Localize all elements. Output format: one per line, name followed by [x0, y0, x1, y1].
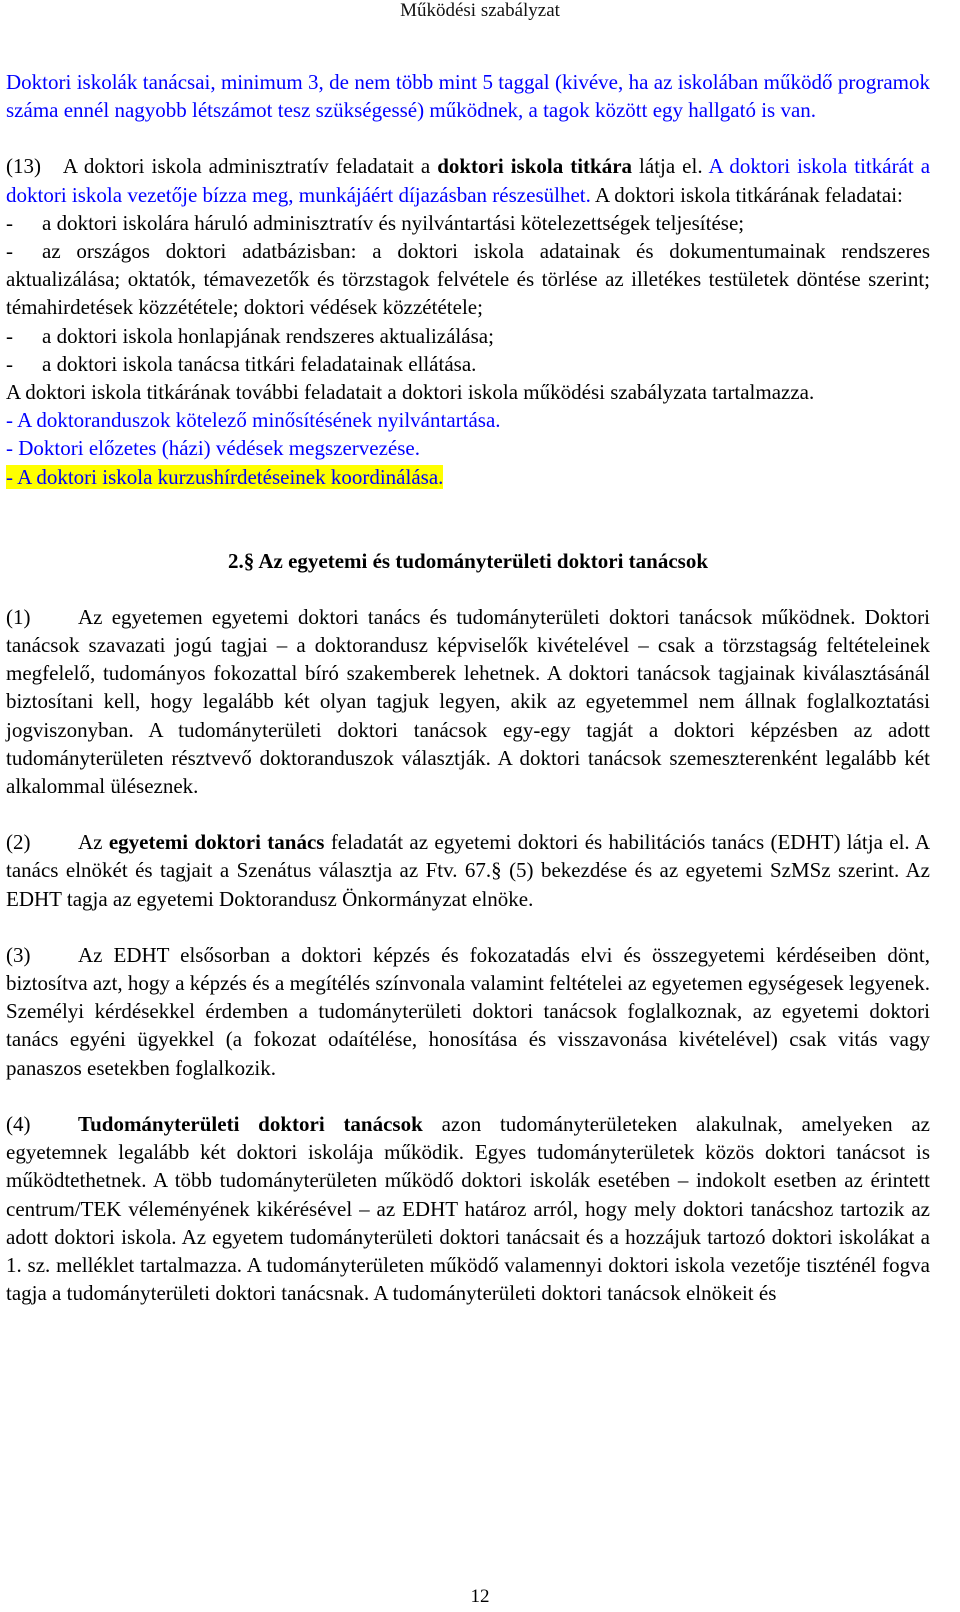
text: feladatát az egyetemi doktori és habilitációs tanács (EDHT) látja el. A tanács elnökét és tagjait a Szenátus választja az Ftv. 67. [6, 830, 930, 883]
list-dash: - [6, 351, 13, 376]
text: látja el. [639, 154, 703, 179]
highlighted-item [6, 463, 930, 491]
list-item-text: az országos doktori adatbázisban: a doktori iskola adatainak és dokumentumainak rendszeres aktualizálása; oktatók, témavezetők és törzstagok felvétele és törlése az illetékes testületek döntése szerint; témahirdetések közzététele; doktori védések közzététele; [6, 239, 930, 320]
bold-term: egyetemi doktori tanács [108, 830, 325, 855]
paragraph-number: (1) [6, 604, 31, 629]
paragraph-2 [6, 828, 930, 913]
text: (5) bekezdése és az egyetemi SzMSz szerint. Az EDHT tagja az egyetemi Doktorandusz Önkormányzat elnöke. [6, 858, 931, 911]
section-symbol: § [491, 858, 502, 883]
list-item-text: a doktori iskola honlapjának rendszeres aktualizálása; [42, 323, 494, 348]
paragraph-1 [6, 603, 930, 800]
paragraph-text: azon tudományterületeken alakulnak, amelyeken az egyetemnek legalább két doktori iskolája működik. Egyes tudományterületek közös doktori tanácsot is működtethetnek. A több tudományterületen működő doktori iskolák esetében – indokolt esetben az érintett centrum/TEK véleményének kikérésével – az EDHT határoz arról, hogy mely doktori tanácshoz tartozik az adott doktori iskola. Az egyetem tudományterületi doktori tanácsait és a hozzájuk tartozó doktori iskolákat a 1. sz. melléklet tartalmazza. A tudományterületen működő valamennyi doktori iskola vezetője tiszténél fogva tagja a tudományterületi doktori tanácsnak. A tudományterületi doktori tanácsok elnökeit és [6, 1111, 931, 1306]
page-number: 12 [470, 1586, 490, 1607]
section-title: Az egyetemi és tudományterületi doktori tanácsok [258, 548, 709, 573]
section-heading [6, 547, 930, 575]
list-item [6, 322, 930, 350]
body-text [6, 68, 930, 1307]
list-dash: - [6, 210, 13, 235]
paragraph-13 [6, 152, 930, 208]
text: A doktori iskola titkárának feladatai: [594, 182, 903, 207]
further-tasks: A doktori iskola titkárának további feladatait a doktori iskola működési szabályzata tartalmazza. [6, 380, 815, 405]
list-item [6, 237, 930, 322]
paragraph-text: Az EDHT elsősorban a doktori képzés és fokozatadás elvi és összegyetemi kérdéseiben dönt, biztosítva azt, hogy a képzés és a megítélés színvonala valamint feltételei az egyetemen egységesek legyenek. Személyi kérdésekkel érdemben a tudományterületi doktori tanácsok foglalkoznak, az egyetemi doktori tanács egyéni ügyekkel (a fokozat odaítélése, honosítása és visszavonása kivételével) csak vitás vagy panaszos esetekben foglalkozik. [6, 942, 930, 1080]
blue-item: - Doktori előzetes (házi) védések megszervezése. [6, 436, 420, 461]
bold-term: Tudományterületi doktori tanácsok [78, 1111, 423, 1136]
running-header: Működési szabályzat [400, 0, 560, 21]
spacer [6, 491, 930, 547]
paragraph-number: (2) [6, 830, 31, 855]
section-number: 2. [227, 548, 244, 573]
spacer [6, 1082, 930, 1110]
list-item [6, 209, 930, 237]
spacer [6, 800, 930, 828]
spacer [6, 124, 930, 152]
blue-item: - A doktoranduszok kötelező minősítésének nyilvántartása. [6, 408, 501, 433]
text: A doktori iskola adminisztratív feladatait a [62, 154, 431, 179]
paragraph-text: Az egyetemen egyetemi doktori tanács és tudományterületi doktori tanácsok működnek. Doktori tanácsok szavazati jogú tagjai – a doktorandusz képviselők kivételével – csak a törzstagság feltételeinek megfelelő, tudományos fokozattal bíró szakemberek lehetnek. A doktori tanácsok tagjainak kiválasztásánál biztosítani kell, hogy legalább két olyan tagjuk legyen, akik az egyetemmel nem állnak foglalkoztatási jogviszonyban. A tudományterületi doktori tanácsok egy-egy tagját a doktori képzésben az adott tudományterületen résztvevő doktoranduszok választják. A doktori tanácsok szemeszterenként legalább két alkalommal üléseznek. [6, 604, 930, 799]
paragraph-number: (13) [6, 154, 41, 179]
list-item [6, 350, 930, 378]
bold-term: doktori iskola titkára [437, 154, 633, 179]
paragraph-number: (4) [6, 1111, 31, 1136]
list-dash: - [6, 323, 13, 348]
blue-text: A doktori iskola titkárát a doktori iskola vezetője bízza meg, munkájáért díjazásban részesülhet. [6, 154, 931, 207]
highlight-text: - A doktori iskola kurzushírdetéseinek koordinálása. [6, 464, 444, 489]
list-item-text: a doktori iskolára háruló adminisztratív és nyilvántartási kötelezettségek teljesítése; [42, 210, 745, 235]
section-symbol: § [243, 548, 255, 573]
paragraph-number: (3) [6, 942, 31, 967]
list-item-text: a doktori iskola tanácsa titkári feladatainak ellátása. [42, 351, 477, 376]
task-list [6, 209, 930, 378]
spacer [6, 575, 930, 603]
council-paragraph: Doktori iskolák tanácsai, minimum 3, de nem több mint 5 taggal (kivéve, ha az iskolában működő programok száma ennél nagyobb létszámot tesz szükségessé) működnek, a tagok között egy hallgató is van. [6, 70, 930, 123]
paragraph-3 [6, 941, 930, 1082]
spacer [6, 913, 930, 941]
paragraph-4 [6, 1110, 930, 1307]
list-dash: - [6, 239, 13, 264]
text: Az [78, 830, 103, 855]
